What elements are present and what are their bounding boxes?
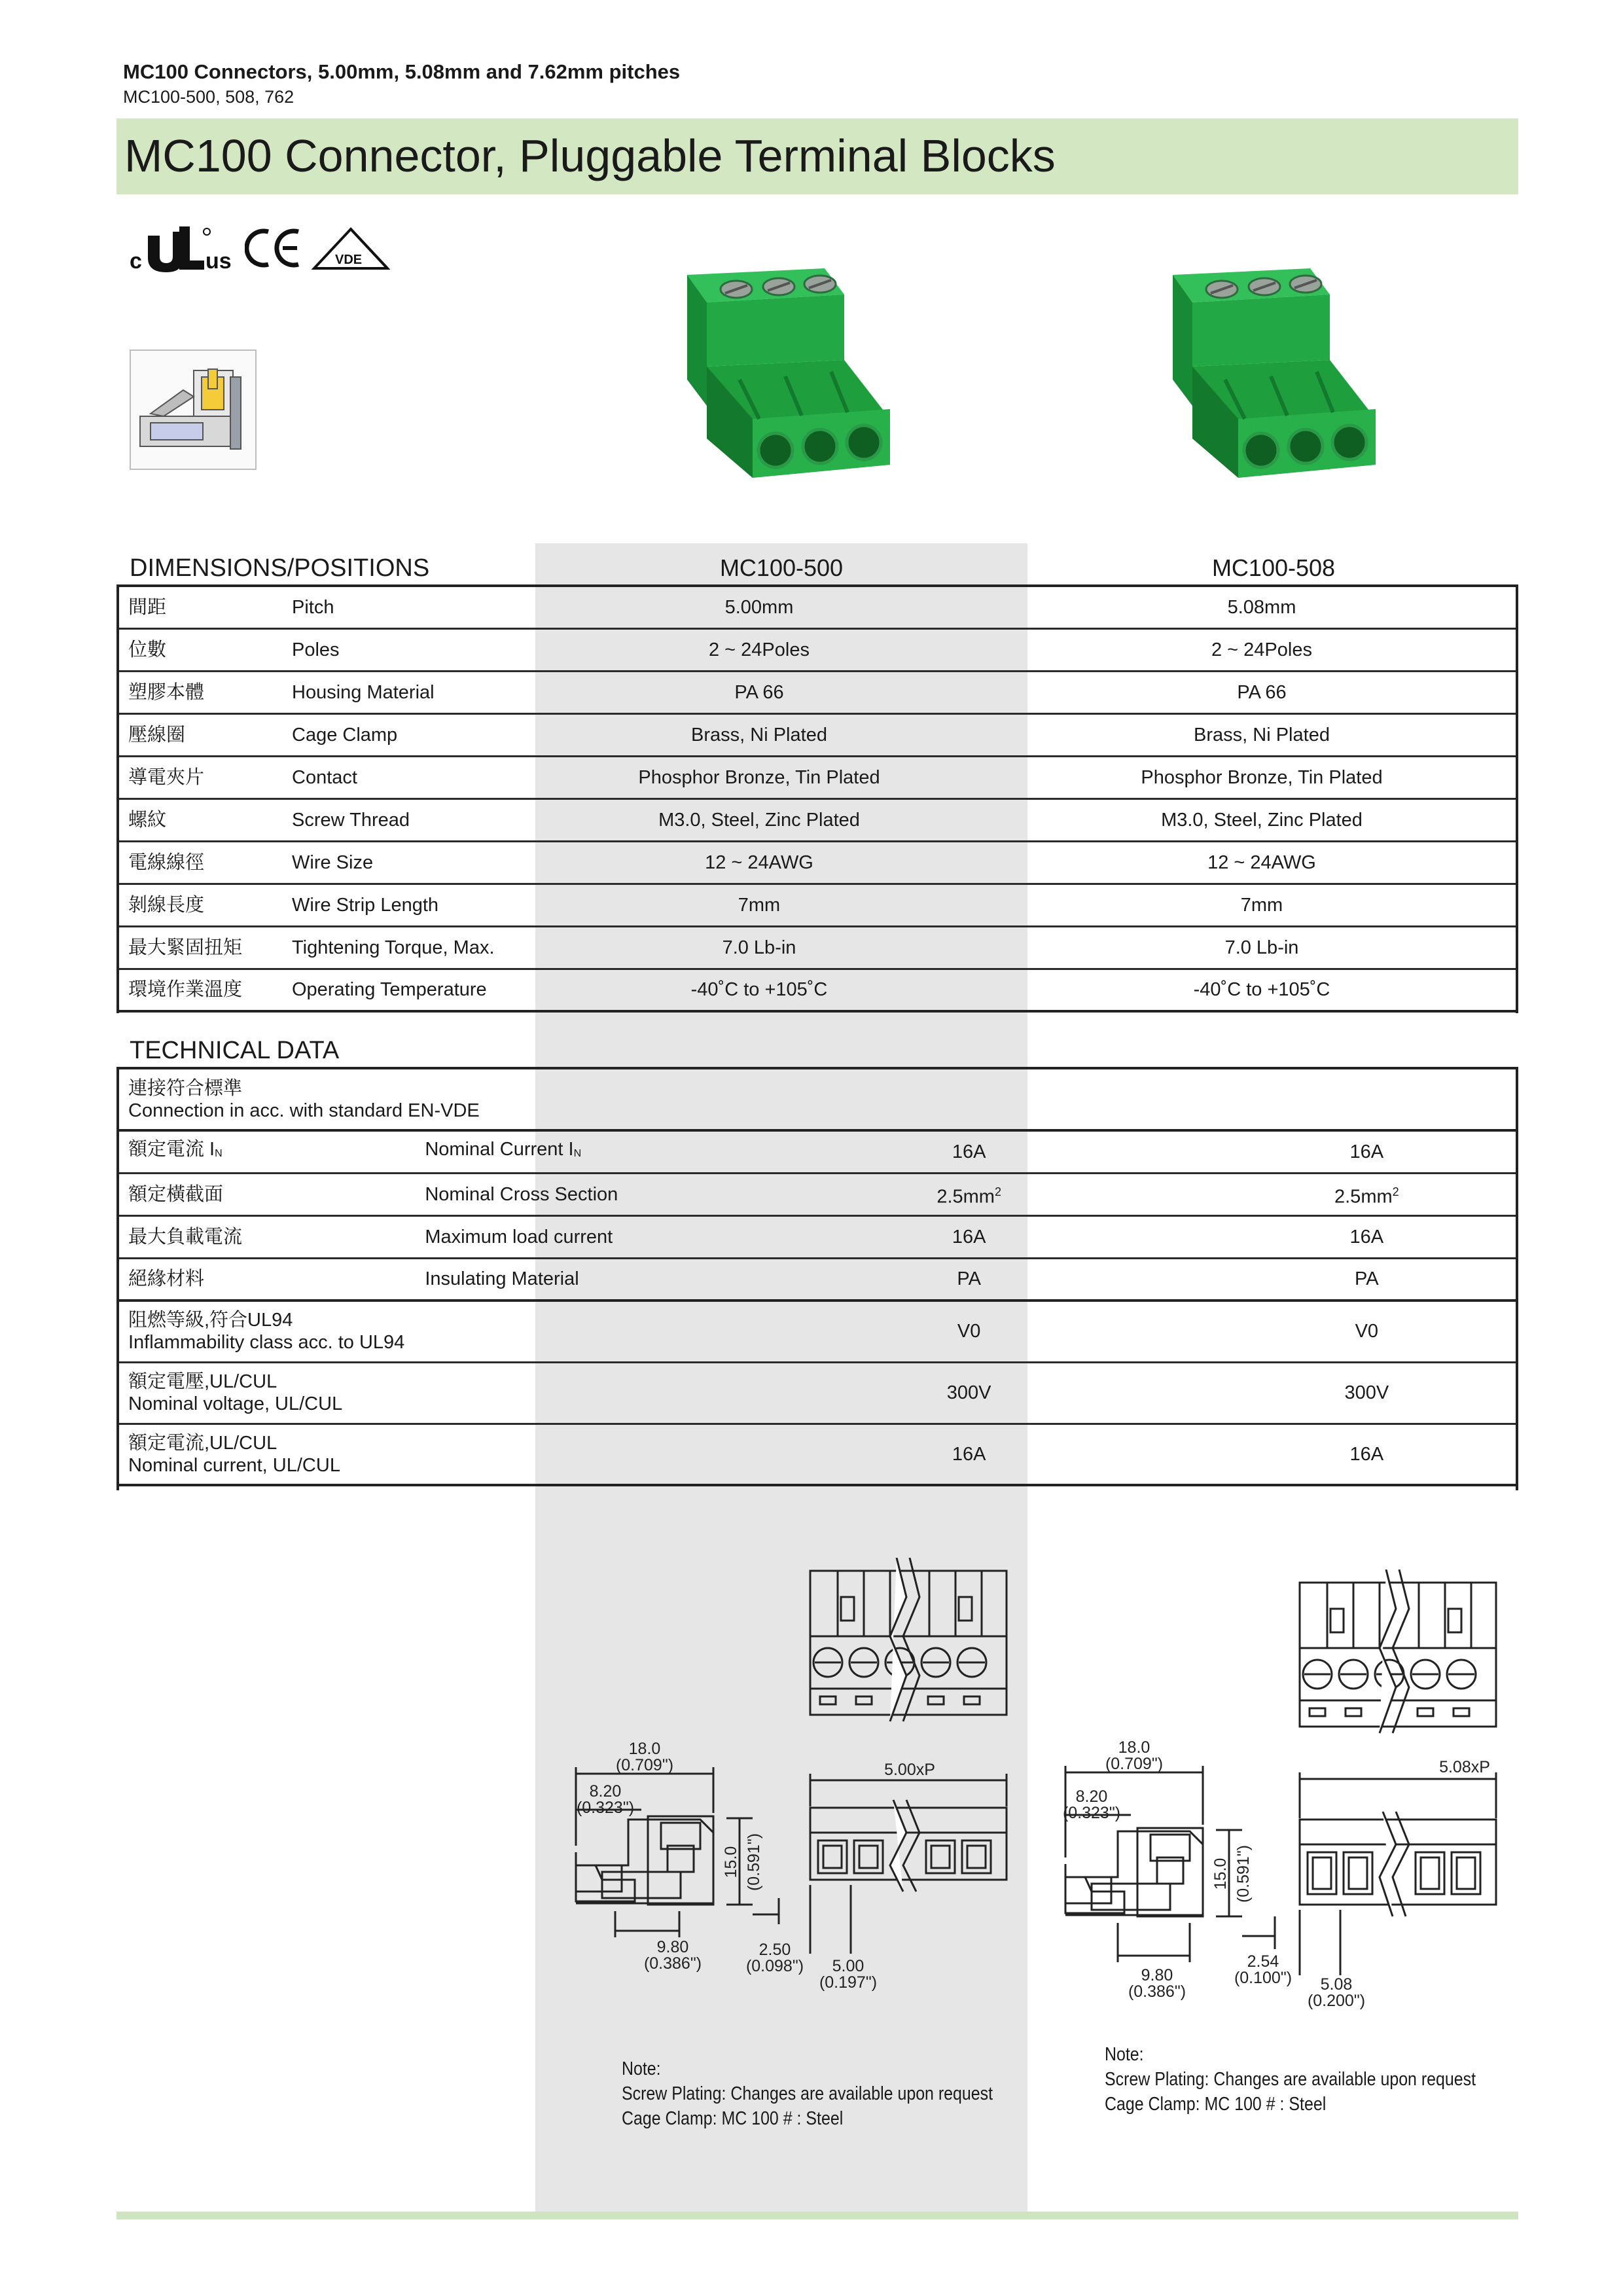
dim-depth-in: (0.323") xyxy=(576,1799,635,1817)
row-label-en-text: Nominal Current I xyxy=(425,1139,574,1160)
row-value-508: PA 66 xyxy=(1005,671,1518,713)
dim-height-in: (0.591") xyxy=(745,1833,763,1892)
dim-pitch-in: (0.197") xyxy=(819,1973,878,1992)
page-title: MC100 Connector, Pluggable Terminal Blocks xyxy=(124,130,1056,181)
note-mc100-500 xyxy=(622,2056,993,2131)
certification-marks xyxy=(128,223,403,275)
technical-table-frame xyxy=(116,1067,1518,1490)
cross-section-thumbnail xyxy=(130,350,257,470)
dim-offset-mm: 2.54 xyxy=(1247,1952,1279,1971)
dim-width-in: (0.709") xyxy=(615,1756,674,1774)
row-value-500-text: 16A xyxy=(952,1226,986,1247)
dim-depth-mm: 8.20 xyxy=(589,1782,622,1801)
row-value-508: 7.0 Lb-in xyxy=(1005,926,1518,969)
row-value-508: V0 xyxy=(1215,1300,1518,1362)
row-value-500: 12 ~ 24AWG xyxy=(513,841,1005,884)
dim-height-mm: 15.0 xyxy=(1211,1857,1230,1890)
row-label-zh-text: 最大負載電流 xyxy=(128,1226,243,1247)
row-value-508: M3.0, Steel, Zinc Plated xyxy=(1005,798,1518,841)
dim-width-mm: 18.0 xyxy=(1118,1738,1150,1757)
dimensions-table-frame xyxy=(116,584,1518,1013)
row-value-508-text: 16A xyxy=(1349,1226,1384,1247)
vde-letters: VDE xyxy=(335,253,363,267)
row-label-en: Housing Material xyxy=(287,671,513,713)
row-label-en: Nominal voltage, UL/CUL xyxy=(128,1393,343,1414)
row-label-en-text: Insulating Material xyxy=(425,1268,579,1290)
row-value-500: PA 66 xyxy=(513,671,1005,713)
note-title: Note: xyxy=(622,2058,661,2079)
dim-pitch-mm: 5.08 xyxy=(1320,1975,1353,1994)
row-label-zh: 塑膠本體 xyxy=(116,671,287,713)
row-value-500: 2 ~ 24Poles xyxy=(513,628,1005,671)
row-label-zh-text: 絕緣材料 xyxy=(128,1268,205,1290)
dim-offset-in: (0.100") xyxy=(1234,1969,1293,1987)
row-label-en: Wire Size xyxy=(287,841,513,884)
row-value-500: V0 xyxy=(723,1300,1215,1362)
row-value-500-text: PA xyxy=(957,1268,981,1290)
vde-mark-icon xyxy=(312,226,390,272)
row-label-zh-text: 額定橫截面 xyxy=(128,1183,224,1205)
row-value-500: Phosphor Bronze, Tin Plated xyxy=(513,756,1005,798)
technical-section-title: TECHNICAL DATA xyxy=(130,1037,340,1064)
row-label-zh: 額定電流,UL/CUL xyxy=(128,1432,277,1454)
row-label-zh: 壓線圈 xyxy=(116,713,287,756)
row-value-508-text: 2.5mm xyxy=(1334,1186,1393,1208)
standard-label-en: Connection in acc. with standard EN-VDE xyxy=(128,1100,480,1121)
row-value-508: Brass, Ni Plated xyxy=(1005,713,1518,756)
row-label-en-text: Maximum load current xyxy=(425,1226,613,1247)
row-label-en: Inflammability class acc. to UL94 xyxy=(128,1332,405,1354)
dim-span-label: 5.00xP xyxy=(884,1761,935,1779)
row-value-500: -40˚C to +105˚C xyxy=(513,969,1005,1011)
row-value-508: 2 ~ 24Poles xyxy=(1005,628,1518,671)
row-value-500-text: 16A xyxy=(952,1141,986,1162)
row-label-en: Nominal current, UL/CUL xyxy=(128,1454,340,1476)
row-label-zh: 間距 xyxy=(116,586,287,628)
row-value-508-text: 16A xyxy=(1349,1141,1384,1162)
note-title: Note: xyxy=(1105,2044,1144,2065)
ul-us-letters: us xyxy=(205,249,232,274)
series-title: MC100 Connectors, 5.00mm, 5.08mm and 7.62mm pitches xyxy=(123,60,681,83)
row-label-zh: 位數 xyxy=(116,628,287,671)
dim-bottom-mm: 9.80 xyxy=(656,1938,689,1956)
row-value-500: M3.0, Steel, Zinc Plated xyxy=(513,798,1005,841)
row-label-en: Screw Thread xyxy=(287,798,513,841)
row-label-en: Tightening Torque, Max. xyxy=(287,926,513,969)
row-value-500-sup: 2 xyxy=(994,1185,1001,1198)
footer-rule xyxy=(116,2212,1518,2219)
column-header-mc100-508: MC100-508 xyxy=(1211,554,1336,581)
row-value-500: 300V xyxy=(723,1362,1215,1424)
dimensions-section-title: DIMENSIONS/POSITIONS xyxy=(130,554,430,582)
ce-mark-icon xyxy=(245,225,304,271)
product-image-mc100-500 xyxy=(661,255,897,497)
row-label-en: Wire Strip Length xyxy=(287,884,513,926)
dim-pitch-in: (0.200") xyxy=(1307,1992,1366,2010)
note-line-plating: Screw Plating: Changes are available upon request xyxy=(622,2083,993,2104)
row-value-508: 16A xyxy=(1215,1424,1518,1485)
row-label-zh: 導電夾片 xyxy=(116,756,287,798)
dim-width-mm: 18.0 xyxy=(628,1740,661,1758)
dim-bottom-in: (0.386") xyxy=(643,1954,702,1973)
series-subtitle: MC100-500, 508, 762 xyxy=(123,87,294,107)
row-label-en-sub: N xyxy=(573,1148,582,1160)
row-value-508: Phosphor Bronze, Tin Plated xyxy=(1005,756,1518,798)
row-label-en: Contact xyxy=(287,756,513,798)
row-value-508: 7mm xyxy=(1005,884,1518,926)
row-label-zh: 阻燃等級,符合UL94 xyxy=(128,1310,293,1331)
row-value-508: 300V xyxy=(1215,1362,1518,1424)
dim-bottom-mm: 9.80 xyxy=(1141,1966,1173,1984)
ul-c-letter: c xyxy=(130,249,142,274)
row-label-zh: 電線線徑 xyxy=(116,841,287,884)
row-label-en-text: Nominal Cross Section xyxy=(425,1183,618,1205)
dim-height-mm: 15.0 xyxy=(722,1846,740,1878)
row-label-zh: 剝線長度 xyxy=(116,884,287,926)
row-value-508: 5.08mm xyxy=(1005,586,1518,628)
row-label-zh: 額定電壓,UL/CUL xyxy=(128,1371,277,1392)
row-value-508-sup: 2 xyxy=(1392,1185,1399,1198)
row-value-500: Brass, Ni Plated xyxy=(513,713,1005,756)
dim-pitch-mm: 5.00 xyxy=(832,1957,865,1975)
standard-label-zh: 連接符合標準 xyxy=(128,1077,243,1099)
cul-us-mark-icon xyxy=(128,223,240,275)
dim-span-label: 5.08xP xyxy=(1439,1758,1490,1776)
row-value-500: 7mm xyxy=(513,884,1005,926)
row-value-500-text: 2.5mm xyxy=(936,1186,995,1208)
note-line-cage-clamp: Cage Clamp: MC 100 # : Steel xyxy=(622,2108,844,2129)
row-value-508-text: PA xyxy=(1355,1268,1379,1290)
row-label-zh: 環境作業溫度 xyxy=(116,969,287,1011)
row-label-zh-text: 額定電流 I xyxy=(128,1139,215,1160)
row-label-en: Operating Temperature xyxy=(287,969,513,1011)
note-mc100-508 xyxy=(1105,2042,1476,2117)
note-line-cage-clamp: Cage Clamp: MC 100 # : Steel xyxy=(1105,2094,1327,2115)
dim-depth-in: (0.323") xyxy=(1062,1804,1121,1822)
dim-bottom-in: (0.386") xyxy=(1128,1982,1186,2001)
note-line-plating: Screw Plating: Changes are available upon request xyxy=(1105,2069,1476,2090)
row-label-en: Poles xyxy=(287,628,513,671)
row-label-zh: 最大緊固扭矩 xyxy=(116,926,287,969)
column-header-mc100-500: MC100-500 xyxy=(719,554,844,581)
row-value-508: 12 ~ 24AWG xyxy=(1005,841,1518,884)
row-value-500: 16A xyxy=(723,1424,1215,1485)
row-value-500: 7.0 Lb-in xyxy=(513,926,1005,969)
row-value-508: -40˚C to +105˚C xyxy=(1005,969,1518,1011)
dim-offset-in: (0.098") xyxy=(745,1957,804,1975)
dim-depth-mm: 8.20 xyxy=(1075,1787,1108,1806)
row-label-en: Cage Clamp xyxy=(287,713,513,756)
dim-width-in: (0.709") xyxy=(1105,1755,1164,1773)
row-label-en: Pitch xyxy=(287,586,513,628)
product-image-mc100-508 xyxy=(1147,255,1382,497)
dim-height-in: (0.591") xyxy=(1234,1844,1253,1903)
dim-offset-mm: 2.50 xyxy=(758,1941,791,1959)
row-value-500: 5.00mm xyxy=(513,586,1005,628)
row-label-zh-sub: N xyxy=(215,1148,223,1160)
row-label-zh: 螺紋 xyxy=(116,798,287,841)
